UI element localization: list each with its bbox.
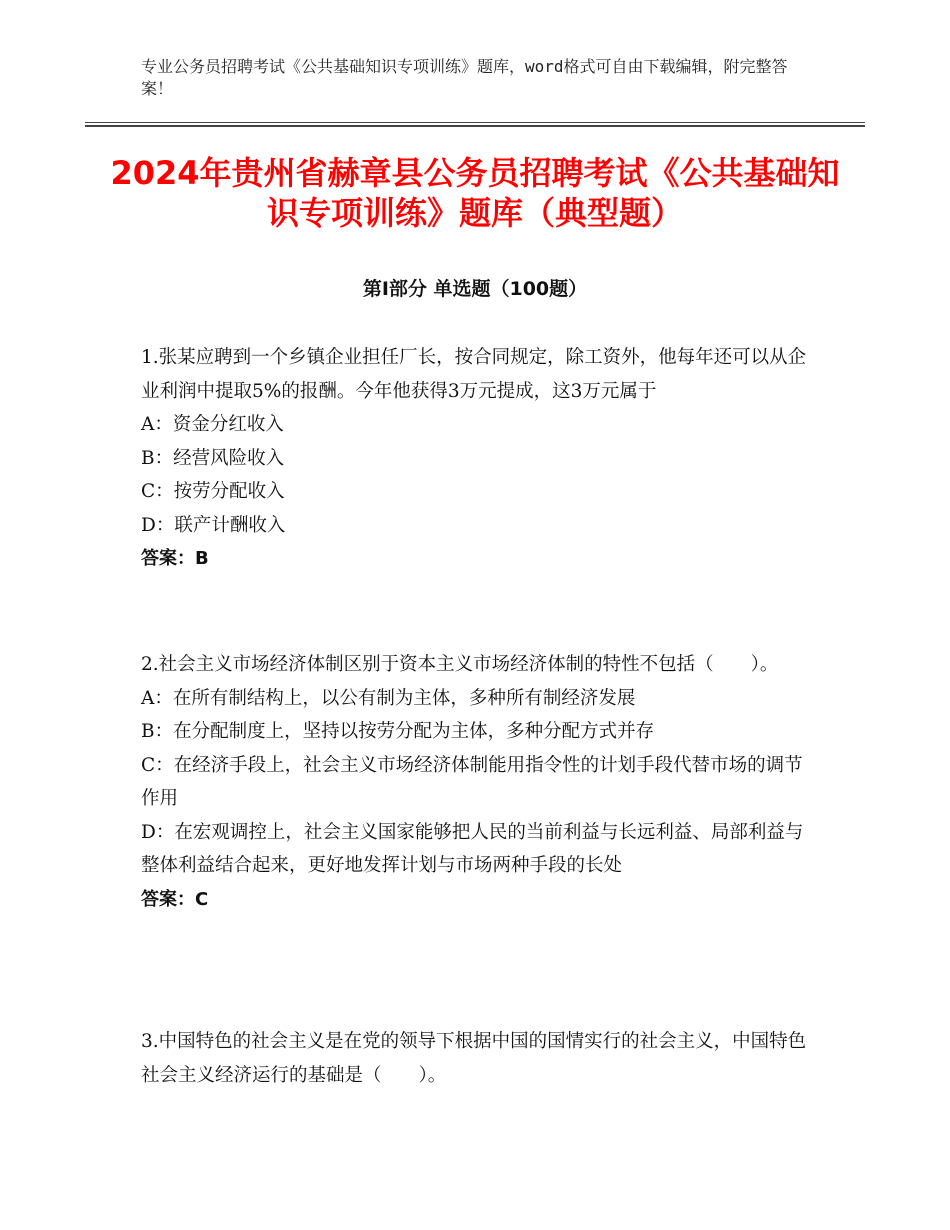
document-title: 2024年贵州省赫章县公务员招聘考试《公共基础知识专项训练》题库（典型题）	[110, 154, 840, 232]
question-stem: 2.社会主义市场经济体制区别于资本主义市场经济体制的特性不包括（ ）。	[141, 654, 779, 675]
answer-label: 答案：C	[141, 888, 209, 910]
answer-label: 答案：B	[141, 548, 209, 569]
option-a: A：资金分红收入	[141, 414, 284, 435]
option-c: C：在经济手段上，社会主义市场经济体制能用指令性的计划手段代替市场的调节作用	[141, 754, 803, 809]
question-3	[141, 1025, 811, 1092]
option-d: D：在宏观调控上，社会主义国家能够把人民的当前利益与长远利益、局部利益与整体利益结合起来，更好地发挥计划与市场两种手段的长处	[141, 821, 804, 876]
option-d: D：联产计酬收入	[141, 514, 286, 536]
question-stem: 1.张某应聘到一个乡镇企业担任厂长，按合同规定，除工资外，他每年还可以从企业利润中提取5%的报酬。今年他获得3万元提成，这3万元属于	[141, 347, 807, 402]
option-c: C：按劳分配收入	[141, 481, 285, 502]
option-b: B：经营风险收入	[141, 447, 285, 469]
question-1	[141, 341, 811, 576]
question-stem: 3.中国特色的社会主义是在党的领导下根据中国的国情实行的社会主义，中国特色社会主义经济运行的基础是（ ）。	[141, 1031, 807, 1086]
section-title: 第Ⅰ部分 单选题（100题）	[362, 278, 588, 300]
header-divider-thick	[85, 125, 865, 127]
header-divider-thin	[85, 122, 865, 123]
question-2	[141, 648, 811, 917]
option-b: B：在分配制度上，坚持以按劳分配为主体，多种分配方式并存	[141, 721, 655, 742]
option-a: A：在所有制结构上，以公有制为主体，多种所有制经济发展	[141, 687, 636, 709]
header-note: 专业公务员招聘考试《公共基础知识专项训练》题库，word格式可自由下载编辑，附完整答案！	[141, 57, 788, 98]
